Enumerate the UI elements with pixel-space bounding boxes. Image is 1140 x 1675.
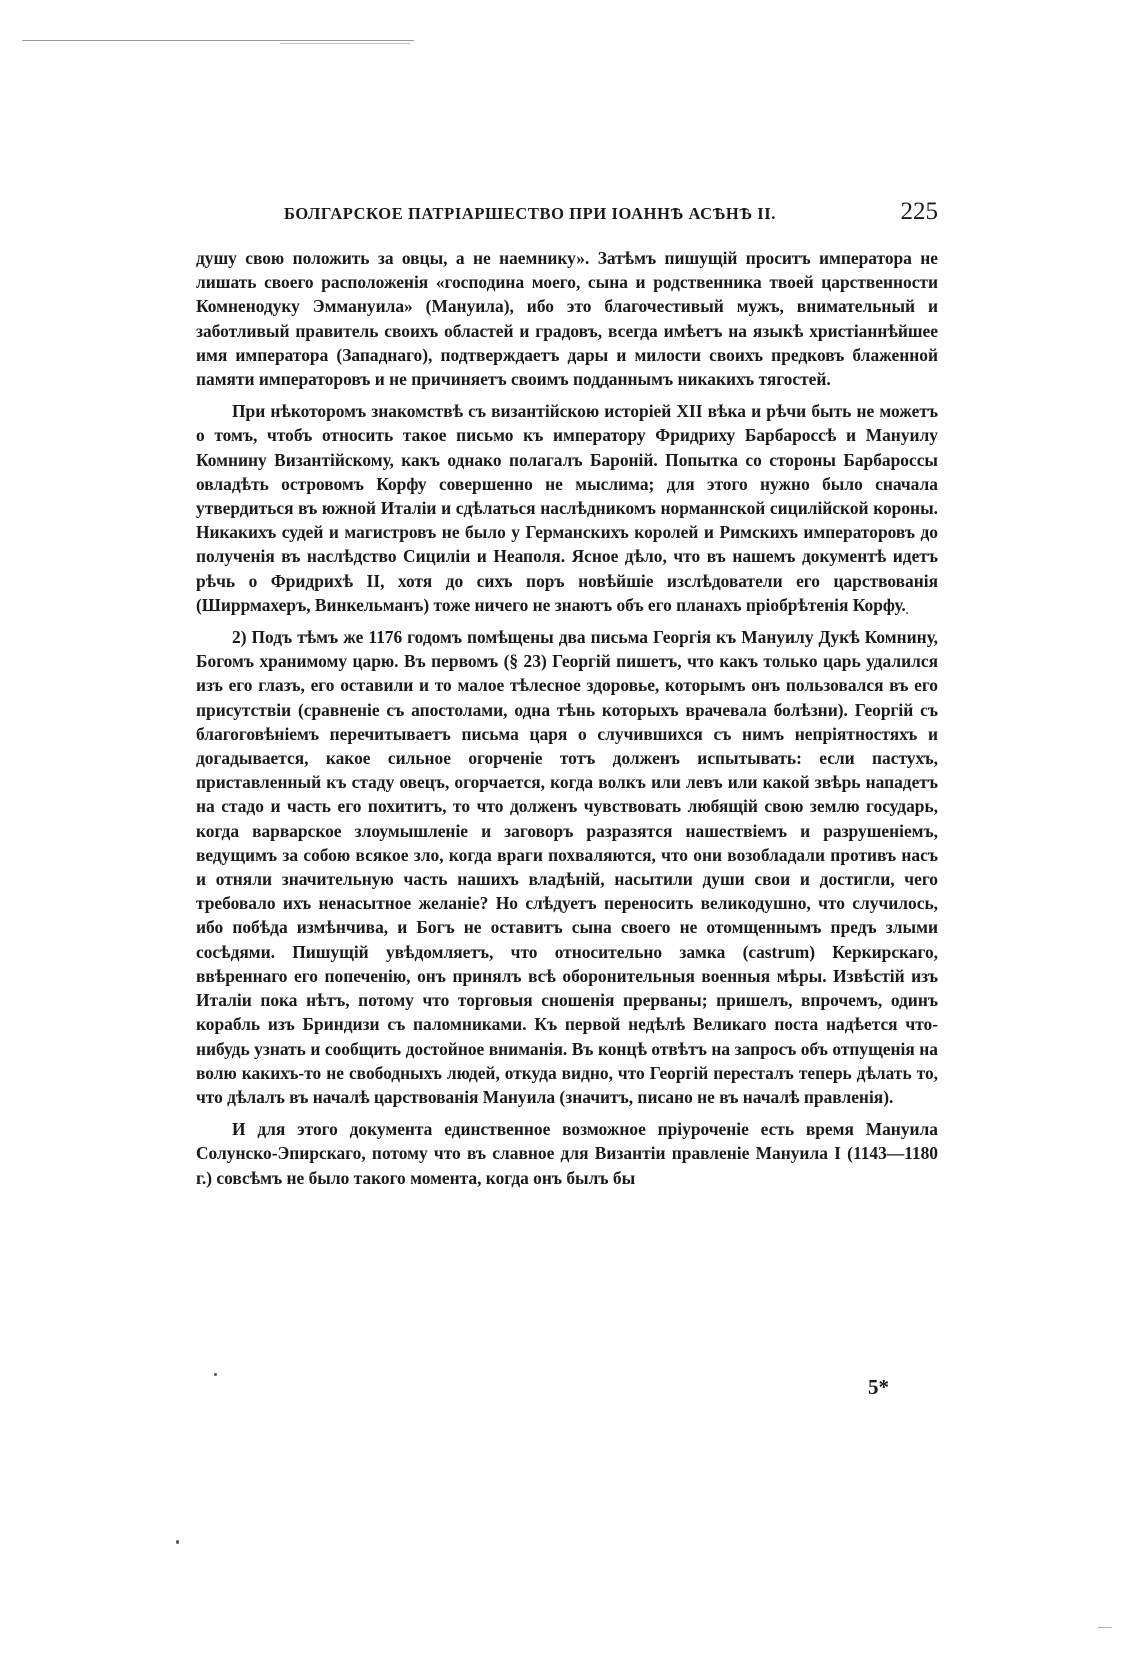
paragraph-continuation: душу свою положить за овцы, а не наемнику». Затѣмъ пишущій проситъ императора не лишать своего расположенія «господина моего, сына и родственника твоей царственности Комненодуку Эммануила» (Мануила), ибо это благочестивый мужъ, внимательный и заботливый правитель своихъ областей и градовъ, всегда имѣетъ на языкѣ христіаннѣйшее имя императора (Западнаго), подтверждаетъ дары и милости своихъ предковъ блаженной памяти императоровъ и не причиняетъ своимъ подданнымъ никакихъ тягостей.	[196, 248, 938, 390]
page-header	[196, 198, 938, 228]
paragraph-letters-1176: 2) Подъ тѣмъ же 1176 годомъ помѣщены два письма Георгія къ Мануилу Дукѣ Комнину, Богомъ хранимому царю. Въ первомъ (§ 23) Георгій пишетъ, что какъ только царь удалился изъ его глазъ, его оставили и то малое тѣлесное здоровье, которымъ онъ пользовался въ его присутствіи (сравненіе съ апостолами, одна тѣнь которыхъ врачевала болѣзни). Георгій съ благоговѣніемъ перечитываетъ письма царя о случившихся съ нимъ непріятностяхъ и догадывается, какое сильное огорченіе тотъ долженъ испытывать: если пастухъ, приставленный къ стаду овецъ, огорчается, когда волкъ или левъ или какой звѣрь нападетъ на стадо и часть его похититъ, то что долженъ чувствовать любящій свою землю государь, когда варварское злоумышленіе и заговоръ разразятся нашествіемъ и разрушеніемъ, ведущимъ за собою всякое зло, когда враги похваляются, что они возобладали противъ насъ и отняли значительную часть нашихъ владѣній, насытили души свои и достигли, чего требовало ихъ ненасытное желаніе? Но слѣдуетъ переносить великодушно, что случилось, ибо побѣда измѣнчива, и Богъ не оставитъ сына своего не отомщеннымъ предъ злыми сосѣдями. Пишущій увѣдомляетъ, что относительно замка (castrum) Керкирскаго, ввѣреннаго его попеченію, онъ принялъ всѣ оборонительныя военныя мѣры. Извѣстій изъ Италіи пока нѣтъ, потому что торговыя сношенія прерваны; пришелъ, впрочемъ, одинъ корабль изъ Бриндизи съ паломниками. Къ первой недѣлѣ Великаго поста надѣется что-нибудь узнать и сообщить достойное вниманія. Въ концѣ отвѣтъ на запросъ объ отпущенія на волю какихъ-то не свободныхъ людей, откуда видно, что Георгій пересталъ теперь дѣлать то, что дѣлалъ въ началѣ царствованія Мануила (значитъ, писано не въ началѣ правленія).	[196, 627, 938, 1107]
body-text	[196, 246, 938, 1190]
top-border-line-fragment	[280, 43, 410, 44]
scan-mark	[1098, 1627, 1112, 1628]
scan-speck	[906, 612, 908, 614]
paragraph-barbarossa: При нѣкоторомъ знакомствѣ съ византійскою исторіей XII вѣка и рѣчи быть не можетъ о томъ, чтобъ относить такое письмо къ императору Фридриху Барбароссѣ и Мануилу Комнину Византійскому, какъ однако полагалъ Бароній. Попытка со стороны Барбароссы овладѣть островомъ Корфу совершенно не мыслима; для этого нужно было сначала утвердиться въ южной Италіи и сдѣлаться наслѣдникомъ норманнской сицилійской короны. Никакихъ судей и магистровъ не было у Германскихъ королей и Римскихъ императоровъ до полученія въ наслѣдство Сициліи и Неаполя. Ясное дѣло, что въ нашемъ документѣ идетъ рѣчь о Фридрихѣ II, хотя до сихъ поръ новѣйшіе изслѣдователи его царствованія (Ширрмахеръ, Винкельманъ) тоже ничего не знаютъ объ его планахъ пріобрѣтенія Корфу.	[196, 401, 938, 615]
signature-mark: 5*	[868, 1375, 889, 1399]
paragraph-dating: И для этого документа единственное возможное пріуроченіе есть время Мануила Солунско-Эпирскаго, потому что въ славное для Византіи правленіе Мануила I (1143—1180 г.) совсѣмъ не было такого момента, когда онъ былъ бы	[196, 1119, 938, 1188]
scan-speck	[176, 1540, 179, 1544]
scan-speck	[214, 1373, 217, 1376]
running-title: БОЛГАРСКОЕ ПАТРІАРШЕСТВО ПРИ ІОАННѢ АСѢНѢ II.	[284, 204, 776, 223]
top-border-line	[22, 40, 414, 41]
page-number: 225	[900, 198, 938, 225]
